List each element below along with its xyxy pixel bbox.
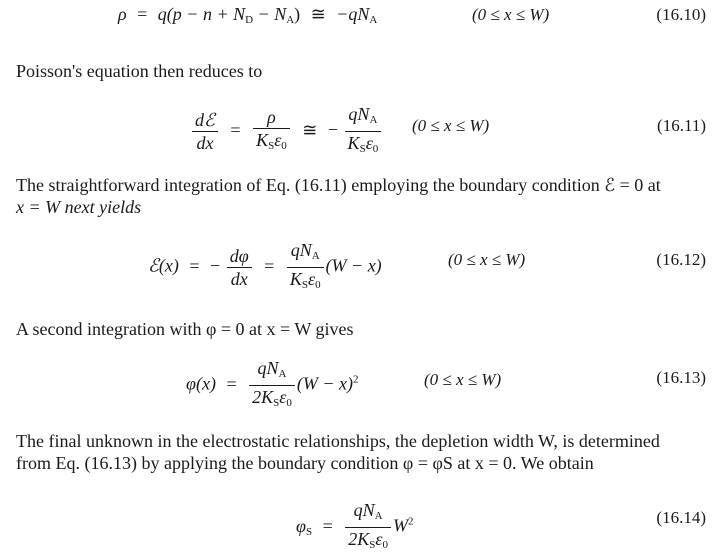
fraction-qna-ks (287, 240, 324, 295)
subscript-a: A (286, 14, 295, 26)
denominator: dx (230, 269, 248, 289)
field-lhs: ℰ(x) (148, 255, 179, 276)
factor: (W − x) (296, 373, 353, 394)
approx-sign: ≅ (302, 119, 318, 140)
fraction-qna-2ks (345, 500, 391, 555)
exponent: 2 (407, 515, 414, 528)
subscript-d: D (245, 14, 254, 26)
approx-sign: ≅ (310, 4, 326, 24)
paragraph-line: The straightforward integration of Eq. (16.11) employing the boundary condition ℰ = 0 at (16, 175, 661, 195)
numerator: $qN_A$ (287, 240, 324, 268)
paragraph-poisson: Poisson's equation then reduces to (16, 61, 263, 81)
equals-sign: = (230, 119, 241, 140)
numerator: dℰ (192, 110, 218, 132)
condition-16-10: (0 ≤ x ≤ W) (472, 5, 550, 24)
paragraph-line: from Eq. (16.13) by applying the boundary condition φ = φS at x = 0. We obtain (16, 453, 594, 473)
denominator: $2K_S\varepsilon_0$ (252, 387, 292, 409)
equals-sign: = (189, 255, 200, 276)
denominator: $K_S\varepsilon_0$ (256, 130, 287, 152)
condition-16-11: (0 ≤ x ≤ W) (412, 116, 490, 135)
numerator: dφ (227, 246, 252, 268)
equation-16-14 (296, 500, 413, 555)
numerator: $qN_A$ (345, 104, 382, 132)
fraction-qna-2ks (249, 358, 295, 413)
numerator: ρ (253, 107, 290, 129)
exponent: 2 (352, 373, 359, 386)
potential-lhs: φ(x) (186, 373, 216, 394)
equals-sign: = (226, 373, 237, 394)
paragraph-depletion-width (16, 430, 660, 474)
numerator: $qN_A$ (249, 358, 295, 386)
equation-number-16-12: (16.12) (656, 250, 706, 269)
condition-16-12: (0 ≤ x ≤ W) (448, 250, 526, 269)
equals-sign: = (322, 515, 333, 536)
paragraph-integration (16, 174, 661, 218)
surface-potential-lhs: $\varphi_S$ (296, 515, 313, 538)
denominator: $2K_S\varepsilon_0$ (348, 529, 388, 551)
equation-number-16-11: (16.11) (657, 116, 706, 135)
equation-16-11 (190, 104, 383, 159)
fraction-qna-ks (345, 104, 382, 159)
denominator: $K_S\varepsilon_0$ (347, 133, 379, 155)
equation-number-16-10: (16.10) (656, 5, 706, 24)
factor: W (392, 515, 408, 536)
equation-16-12 (148, 240, 382, 295)
denominator: dx (196, 133, 214, 153)
result-subscript: A (369, 14, 378, 26)
equation-16-10 (118, 4, 377, 26)
fraction-dphi-dx (227, 246, 252, 289)
paragraph-line: The final unknown in the electrostatic relationships, the depletion width W, is determined (16, 431, 660, 451)
paragraph-second-integration: A second integration with φ = 0 at x = W gives (16, 319, 354, 339)
minus-na: − N (253, 4, 287, 24)
equals-sign: = (137, 4, 148, 24)
equation-number-16-13: (16.13) (656, 368, 706, 387)
paragraph-line: x = W next yields (16, 197, 142, 217)
minus-sign: − (327, 119, 339, 140)
equals-sign: = (264, 255, 275, 276)
charge-expression: q(p − n + N (157, 4, 246, 24)
fraction-rho-ks (253, 107, 290, 156)
numerator: $qN_A$ (345, 500, 391, 528)
denominator: $K_S\varepsilon_0$ (289, 269, 321, 291)
factor: (W − x) (325, 255, 382, 276)
fraction-dE-dx (192, 110, 218, 153)
condition-16-13: (0 ≤ x ≤ W) (424, 370, 502, 389)
equation-number-16-14: (16.14) (656, 508, 706, 527)
close-paren: ) (294, 4, 301, 24)
equation-16-13 (186, 358, 358, 413)
minus-sign: − (210, 255, 221, 276)
rho-symbol: ρ (118, 4, 127, 24)
result-expression: −qN (336, 4, 370, 24)
